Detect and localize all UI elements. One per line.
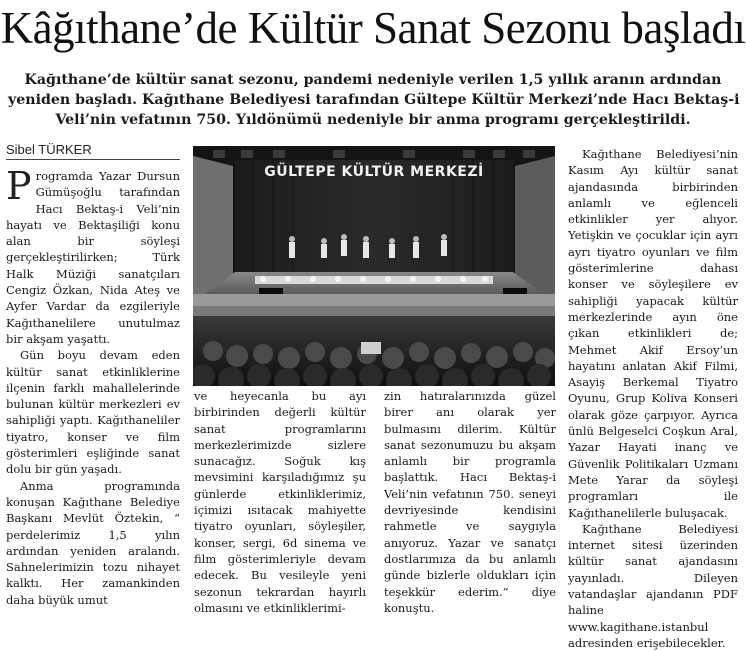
headline: Kâğıthane’de Kültür Sanat Sezonu başladı xyxy=(0,3,746,53)
drop-cap: P xyxy=(6,164,32,208)
lead-line: yeniden başladı. Kağıthane Belediyesi tarafından Gültepe Kültür Merkezi’nde Hacı Bektaş-i xyxy=(8,92,740,108)
lead-paragraph xyxy=(8,70,738,130)
paragraph: Kağıthane Belediyesi’nin Kasım Ayı kültür sanat ajandasında birbirinden anlamlı ve eğlenceli etkinlikler yer alıyor. Yetişkin ve çocuklar için ayrı ayrı tiyatro oyunları ve film gösterimlerine dahası konser ve söyleşilere ev sahipliği yapacak kültür merkezlerinde ayın öne çıkan etkinlikleri de; Mehmet Akif Ersoy’un hayatını anlatan Akif Filmi, Asayiş Berkemal Tiyatro Oyunu, Grup Koliva Konseri olarak göze çarpıyor. Ayrıca ünlü Belgeselci Coşkun Aral, Yazar Hayati inanç ve Güvenlik Politikaları Uzmanı Mete Yarar da söyleşi programları ile Kağıthanelilerle buluşacak. xyxy=(568,147,738,520)
lead-line: Kağıthane’de kültür sanat sezonu, pandemi nedeniyle verilen 1,5 yıllık aranın ardından xyxy=(24,72,722,88)
article-column-1 xyxy=(6,164,180,608)
paragraph xyxy=(6,164,180,347)
paragraph: Gün boyu devam eden kültür sanat etkinliklerine ilçenin farklı mahallelerinde bulunan kültür merkezleri ev sahipliği yaptı. Kağıthaneliler tiyatro, konser ve film gösterimleri eşliğinde sanat dolu bir gün yaşadı. xyxy=(6,348,180,477)
paragraph: Kağıthane Belediyesi internet sitesi üzerinden kültür sanat ajandasını yayınladı. Dileyen vatandaşlar ajandanın PDF haline www.kagithane.istanbul adresinden erişebilecekler. xyxy=(568,521,738,650)
paragraph-text: rogramda Yazar Dursun Gümüşoğlu tarafından Hacı Bektaş-i Veli’nin hayatı ve Bektaşiliği konu alan bir söyleşi gerçekleştirilirken; Türk Halk Müziği sanatçıları Cengiz Özkan, Nida Ateş ve Ayfer Vardar da ezgileriyle Kağıthanelilere unutulmaz bir akşam yaşattı. xyxy=(6,169,180,346)
stage-sign: GÜLTEPE KÜLTÜR MERKEZİ xyxy=(264,164,484,180)
paragraph: Anma programında konuşan Kağıthane Belediye Başkanı Mevlüt Öztekin, “ perdelerimiz 1,5 yılın ardından yeniden aralandı. Sahnelerimizin tozu nihayet kalktı. Her zamankinden daha büyük umut xyxy=(6,478,180,607)
article-column-3 xyxy=(384,388,556,616)
lead-line: Veli’nin vefatının 750. Yıldönümü nedeniyle bir anma programı gerçekleştirildi. xyxy=(55,112,691,128)
byline: Sibel TÜRKER xyxy=(6,142,180,160)
article-column-2 xyxy=(194,388,366,616)
article-column-4 xyxy=(568,146,738,651)
concert-photo xyxy=(193,146,555,386)
paragraph: ve heyecanla bu ayı birbirinden değerli kültür sanat programlarını merkezlerimizde sizlere sunacağız. Soğuk kış mevsimini karşıladığımız şu günlerde etkinliklerimiz, içimizi ısıtacak mahiyette tiyatro oyunları, söyleşiler, konser, sergi, 6d sinema ve film gösterimleriyle devam edecek. Bu vesileyle yeni sezonun tekrardan hayırlı olmasını ve etkinliklerimi- xyxy=(194,389,366,615)
paragraph: zin hatıralarınızda güzel birer anı olarak yer bulmasını dilerim. Kültür sanat sezonumuzu bu akşam anlamlı bir programla başlattık. Hacı Bektaş-i Veli’nin vefatının 750. seneyi devriyesinde kendisini rahmetle ve saygıyla anıyoruz. Yazar ve sanatçı dostlarımıza da bu anlamlı günde bizlerle oldukları için teşekkür ederim.” diye konuştu. xyxy=(384,389,556,615)
